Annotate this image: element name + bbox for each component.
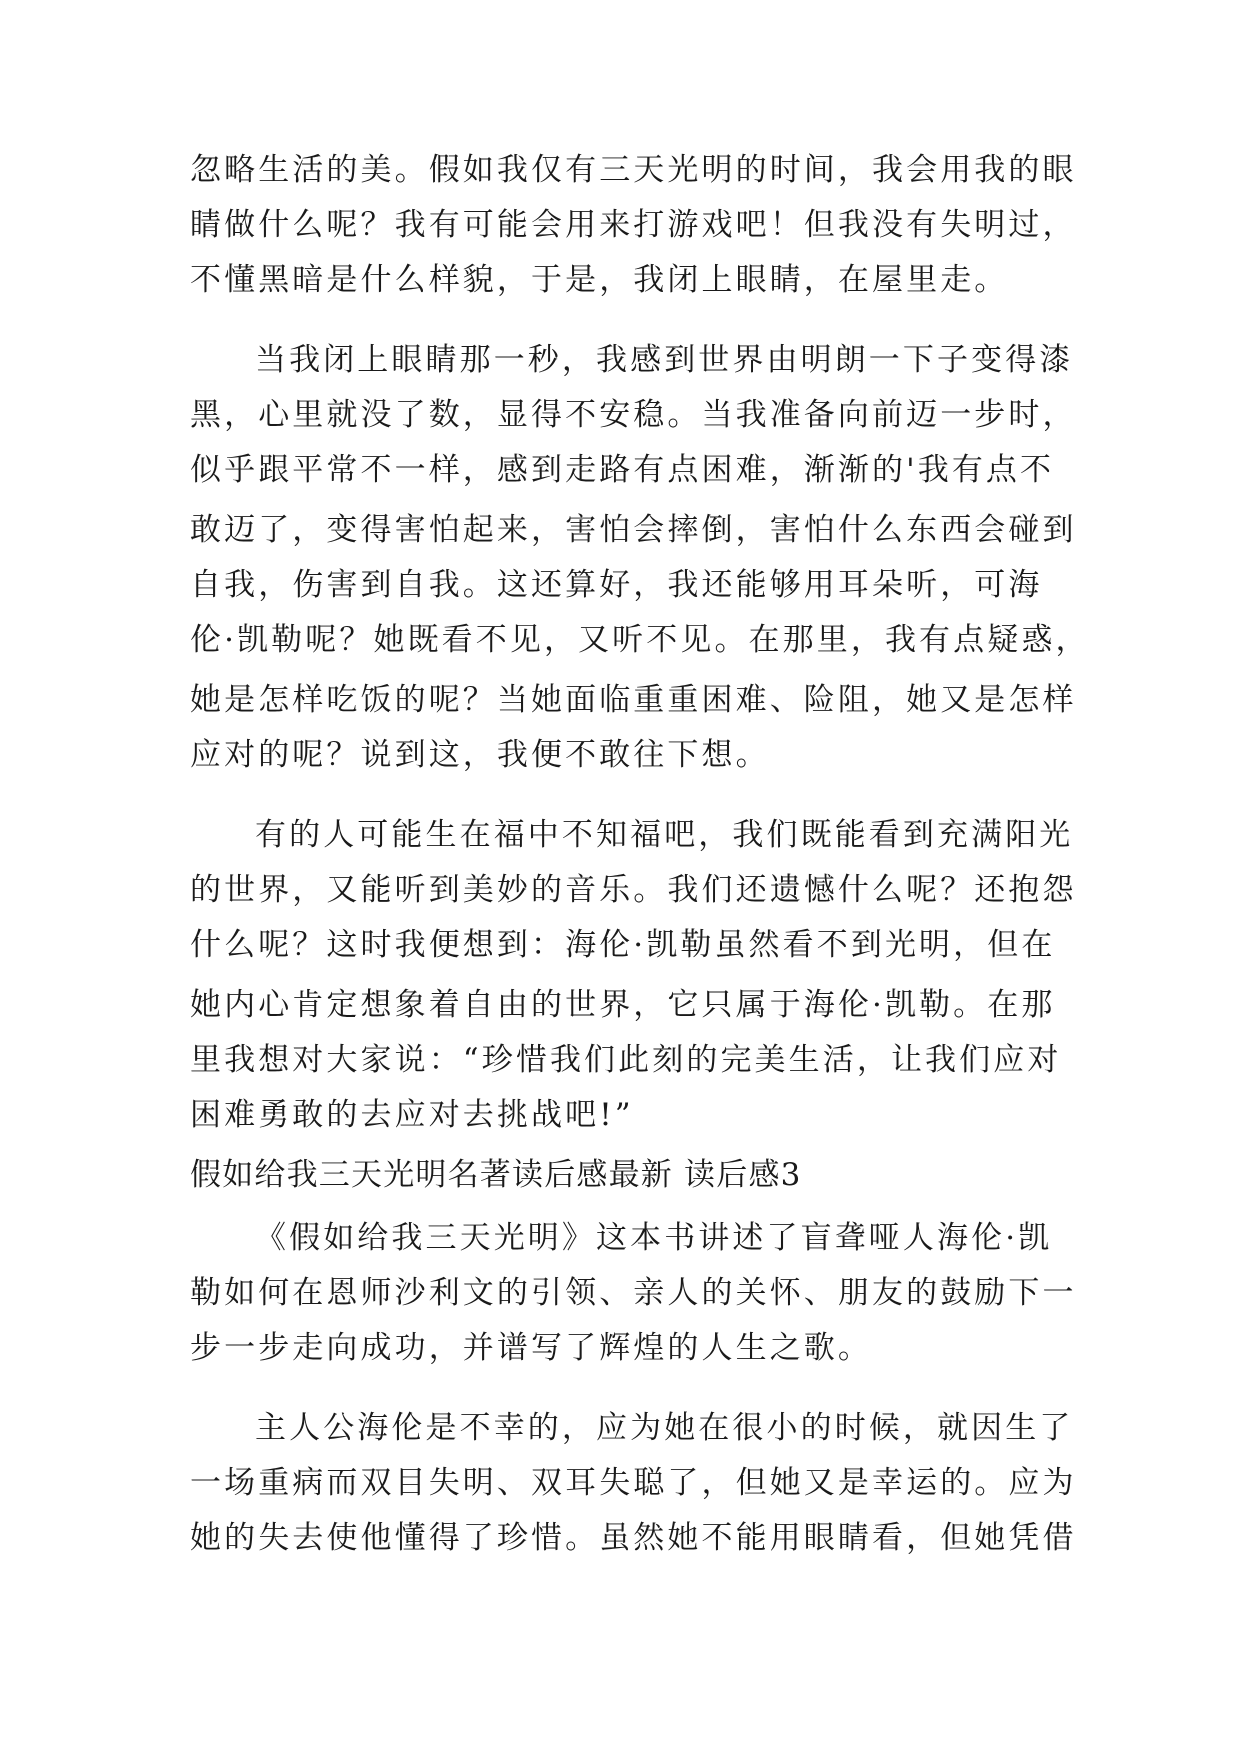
paragraph-3-line-3: 什么呢？这时我便想到：海伦·凯勒虽然看不到光明，但在 — [190, 927, 1056, 963]
paragraph-4-line-1: 《假如给我三天光明》这本书讲述了盲聋哑人海伦·凯 — [255, 1220, 1053, 1256]
paragraph-1-line-1: 忽略生活的美。假如我仅有三天光明的时间，我会用我的眼 — [190, 152, 1077, 188]
paragraph-1-line-2: 睛做什么呢？我有可能会用来打游戏吧！但我没有失明过， — [190, 207, 1077, 243]
paragraph-5-line-3: 她的失去使他懂得了珍惜。虽然她不能用眼睛看，但她凭借 — [190, 1520, 1077, 1556]
paragraph-2-line-3: 似乎跟平常不一样，感到走路有点困难，渐渐的'我有点不 — [190, 452, 1055, 488]
paragraph-2-line-6: 伦·凯勒呢？她既看不见，又听不见。在那里，我有点疑惑， — [190, 622, 1090, 658]
paragraph-3-line-4: 她内心肯定想象着自由的世界，它只属于海伦·凯勒。在那 — [190, 987, 1056, 1023]
paragraph-2-line-5: 自我，伤害到自我。这还算好，我还能够用耳朵听，可海 — [190, 567, 1043, 603]
paragraph-2-line-7: 她是怎样吃饭的呢？当她面临重重困难、险阻，她又是怎样 — [190, 682, 1077, 718]
paragraph-2-line-4: 敢迈了，变得害怕起来，害怕会摔倒，害怕什么东西会碰到 — [190, 512, 1077, 548]
paragraph-3-line-5: 里我想对大家说：“珍惜我们此刻的完美生活，让我们应对 — [190, 1042, 1062, 1078]
paragraph-3-line-2: 的世界，又能听到美妙的音乐。我们还遗憾什么呢？还抱怨 — [190, 872, 1077, 908]
paragraph-5-line-1: 主人公海伦是不幸的，应为她在很小的时候，就因生了 — [255, 1410, 1074, 1446]
paragraph-3-line-6: 困难勇敢的去应对去挑战吧!” — [190, 1097, 634, 1133]
paragraph-5-line-2: 一场重病而双目失明、双耳失聪了，但她又是幸运的。应为 — [190, 1465, 1077, 1501]
paragraph-2-line-2: 黑，心里就没了数，显得不安稳。当我准备向前迈一步时， — [190, 397, 1077, 433]
paragraph-3-line-1: 有的人可能生在福中不知福吧，我们既能看到充满阳光 — [255, 817, 1074, 853]
paragraph-2-line-8: 应对的呢？说到这，我便不敢往下想。 — [190, 737, 770, 773]
section-heading: 假如给我三天光明名著读后感最新 读后感3 — [190, 1157, 802, 1193]
paragraph-1-line-3: 不懂黑暗是什么样貌，于是，我闭上眼睛，在屋里走。 — [190, 262, 1009, 298]
paragraph-4-line-3: 步一步走向成功，并谱写了辉煌的人生之歌。 — [190, 1330, 872, 1366]
paragraph-2-line-1: 当我闭上眼睛那一秒，我感到世界由明朗一下子变得漆 — [255, 342, 1074, 378]
paragraph-4-line-2: 勒如何在恩师沙利文的引领、亲人的关怀、朋友的鼓励下一 — [190, 1275, 1077, 1311]
